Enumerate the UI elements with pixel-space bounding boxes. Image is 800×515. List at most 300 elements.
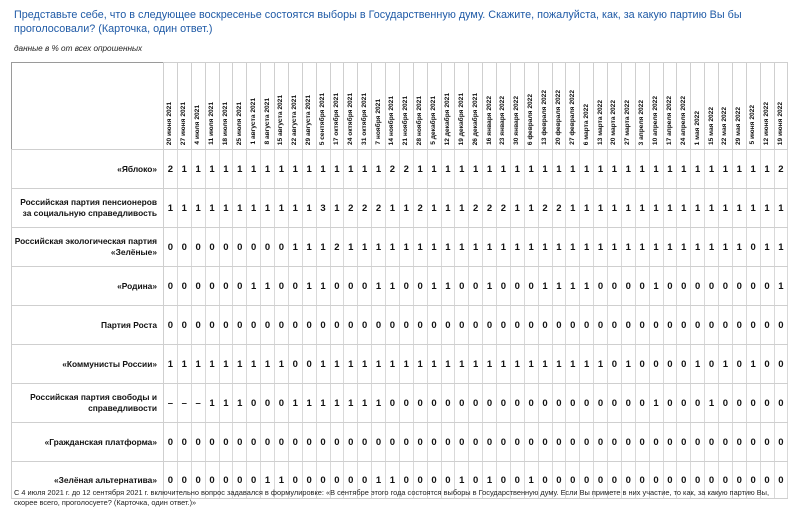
percent-cell: 0 (691, 306, 705, 345)
percent-cell: 0 (497, 384, 511, 423)
percent-cell: 0 (164, 306, 178, 345)
date-label: 5 июня 2022 (749, 105, 757, 145)
percent-cell: 0 (191, 306, 205, 345)
percent-cell: 1 (399, 228, 413, 267)
date-header (705, 63, 719, 150)
percent-cell: 0 (219, 423, 233, 462)
percent-cell: 0 (510, 384, 524, 423)
percent-cell: 0 (635, 384, 649, 423)
percent-cell: 0 (177, 267, 191, 306)
percent-cell: 1 (427, 150, 441, 189)
percent-cell: 0 (566, 423, 580, 462)
percent-cell: 1 (719, 150, 733, 189)
percent-cell: 0 (441, 462, 455, 499)
percent-cell: 0 (164, 462, 178, 499)
percent-cell: 0 (455, 267, 469, 306)
percent-cell: 0 (497, 462, 511, 499)
percent-cell: 1 (719, 228, 733, 267)
percent-cell: 1 (580, 267, 594, 306)
date-label: 26 декабря 2021 (471, 92, 479, 145)
percent-cell: 0 (635, 267, 649, 306)
percent-cell: 1 (510, 150, 524, 189)
percent-cell: 0 (608, 423, 622, 462)
percent-cell: 0 (677, 462, 691, 499)
date-label: 11 июля 2021 (208, 102, 216, 145)
percent-cell: 0 (177, 306, 191, 345)
percent-cell: 0 (677, 267, 691, 306)
percent-cell: 1 (594, 228, 608, 267)
percent-cell: 1 (372, 267, 386, 306)
percent-cell: 0 (247, 306, 261, 345)
date-header (386, 63, 400, 150)
percent-cell: 0 (510, 306, 524, 345)
percent-cell: 0 (164, 423, 178, 462)
percent-cell: 1 (594, 345, 608, 384)
party-name: «Яблоко» (12, 150, 164, 189)
date-header (719, 63, 733, 150)
date-label: 3 апреля 2022 (638, 99, 646, 145)
percent-cell: 1 (316, 384, 330, 423)
percent-cell: 1 (247, 267, 261, 306)
percent-cell: 0 (663, 306, 677, 345)
percent-cell: 1 (580, 345, 594, 384)
party-name: Российская партия свободы и справедливости (12, 384, 164, 423)
date-label: 25 июля 2021 (235, 101, 243, 145)
party-row (12, 150, 788, 189)
date-header (621, 63, 635, 150)
percent-cell: 1 (233, 345, 247, 384)
percent-cell: 1 (219, 189, 233, 228)
percent-cell: 0 (705, 345, 719, 384)
percent-cell: 0 (358, 423, 372, 462)
percent-cell: 1 (386, 267, 400, 306)
percent-cell: 0 (219, 306, 233, 345)
percent-cell: 0 (552, 384, 566, 423)
percent-cell: 0 (316, 462, 330, 499)
percent-cell: 1 (691, 228, 705, 267)
percent-cell: 1 (205, 189, 219, 228)
percent-cell: 0 (580, 306, 594, 345)
percent-cell: 0 (469, 267, 483, 306)
percent-cell: 2 (413, 189, 427, 228)
date-label: 15 августа 2021 (277, 94, 285, 145)
date-header (538, 63, 552, 150)
percent-cell: 0 (621, 384, 635, 423)
percent-cell: 1 (344, 228, 358, 267)
percent-cell: 1 (316, 228, 330, 267)
percent-cell: 1 (774, 189, 788, 228)
percent-cell: 0 (233, 306, 247, 345)
date-label: 21 ноября 2021 (402, 95, 410, 145)
date-header (372, 63, 386, 150)
percent-cell: 2 (386, 150, 400, 189)
percent-cell: 0 (205, 462, 219, 499)
date-label: 30 января 2022 (513, 96, 521, 145)
percent-cell: 0 (483, 423, 497, 462)
percent-cell: 1 (275, 345, 289, 384)
percent-cell: 1 (649, 267, 663, 306)
date-header (344, 63, 358, 150)
date-label: 1 мая 2022 (693, 110, 701, 145)
percent-cell: 1 (483, 267, 497, 306)
date-label: 19 декабря 2021 (457, 92, 465, 145)
percent-cell: 1 (608, 150, 622, 189)
percent-cell: 1 (621, 150, 635, 189)
date-label: 4 июля 2021 (194, 105, 202, 145)
percent-cell: 0 (372, 423, 386, 462)
date-header (275, 63, 289, 150)
percent-cell: 1 (691, 189, 705, 228)
percent-cell: – (191, 384, 205, 423)
percent-cell: 0 (705, 267, 719, 306)
date-header (330, 63, 344, 150)
percent-cell: 0 (288, 267, 302, 306)
percent-cell: 0 (635, 423, 649, 462)
date-label: 7 ноября 2021 (374, 99, 382, 145)
percent-cell: 1 (552, 228, 566, 267)
percent-cell: 0 (427, 306, 441, 345)
percent-cell: 0 (469, 384, 483, 423)
date-header (191, 63, 205, 150)
date-label: 28 ноября 2021 (416, 95, 424, 145)
percent-cell: 0 (455, 384, 469, 423)
percent-cell: 1 (469, 228, 483, 267)
percent-cell: 0 (774, 345, 788, 384)
percent-cell: 0 (774, 462, 788, 499)
percent-cell: 1 (538, 228, 552, 267)
percent-cell: 1 (538, 267, 552, 306)
date-header (608, 63, 622, 150)
percent-cell: 0 (247, 462, 261, 499)
percent-cell: 0 (288, 306, 302, 345)
percent-cell: 1 (580, 189, 594, 228)
percent-cell: 0 (649, 423, 663, 462)
percent-cell: 0 (205, 228, 219, 267)
percent-cell: 0 (427, 423, 441, 462)
percent-cell: 1 (247, 345, 261, 384)
percent-cell: 0 (441, 384, 455, 423)
percent-cell: 0 (413, 306, 427, 345)
date-header (497, 63, 511, 150)
percent-cell: 0 (594, 306, 608, 345)
percent-cell: 1 (302, 267, 316, 306)
percent-cell: 0 (469, 462, 483, 499)
percent-cell: 1 (344, 384, 358, 423)
percent-cell: 1 (219, 150, 233, 189)
percent-cell: 1 (566, 267, 580, 306)
percent-cell: 0 (441, 306, 455, 345)
percent-cell: 1 (275, 462, 289, 499)
percent-cell: 1 (608, 189, 622, 228)
percent-cell: 1 (691, 345, 705, 384)
percent-cell: 1 (760, 150, 774, 189)
date-header (649, 63, 663, 150)
percent-cell: 0 (677, 423, 691, 462)
percent-cell: 0 (302, 345, 316, 384)
percent-cell: 0 (510, 267, 524, 306)
percent-cell: 0 (219, 267, 233, 306)
percent-cell: 1 (302, 384, 316, 423)
percent-cell: 1 (302, 189, 316, 228)
party-name: «Коммунисты России» (12, 345, 164, 384)
percent-cell: 0 (649, 345, 663, 384)
percent-cell: 0 (497, 423, 511, 462)
percent-cell: 0 (233, 228, 247, 267)
date-header (677, 63, 691, 150)
percent-cell: 1 (205, 384, 219, 423)
percent-cell: 1 (774, 228, 788, 267)
percent-cell: 1 (372, 228, 386, 267)
percent-cell: 1 (316, 150, 330, 189)
date-header-row (12, 63, 788, 150)
percent-cell: 0 (413, 462, 427, 499)
percent-cell: 0 (483, 306, 497, 345)
date-header (635, 63, 649, 150)
percent-cell: 0 (288, 462, 302, 499)
percent-cell: 0 (302, 423, 316, 462)
percent-cell: 1 (732, 189, 746, 228)
percent-cell: 0 (719, 462, 733, 499)
date-label: 17 апреля 2022 (665, 95, 673, 145)
percent-cell: 1 (649, 150, 663, 189)
percent-cell: 0 (760, 384, 774, 423)
percent-cell: 1 (483, 345, 497, 384)
party-row (12, 423, 788, 462)
percent-cell: 0 (427, 384, 441, 423)
percent-cell: 2 (469, 189, 483, 228)
percent-cell: 1 (413, 228, 427, 267)
date-label: 29 мая 2022 (735, 107, 743, 145)
percent-cell: 0 (635, 345, 649, 384)
percent-cell: 1 (441, 228, 455, 267)
percent-cell: 0 (177, 423, 191, 462)
percent-cell: 0 (413, 384, 427, 423)
date-header (247, 63, 261, 150)
percent-cell: 0 (524, 267, 538, 306)
percent-cell: 1 (441, 150, 455, 189)
percent-cell: 0 (705, 462, 719, 499)
percent-cell: 1 (247, 150, 261, 189)
percent-cell: 0 (497, 306, 511, 345)
percent-cell: 0 (663, 462, 677, 499)
percent-cell: 0 (275, 306, 289, 345)
percent-cell: 0 (746, 267, 760, 306)
percent-cell: 1 (705, 189, 719, 228)
percent-cell: 1 (455, 345, 469, 384)
percent-cell: – (177, 384, 191, 423)
date-header (302, 63, 316, 150)
percent-cell: 1 (732, 228, 746, 267)
percent-cell: 0 (386, 384, 400, 423)
percent-cell: 1 (497, 228, 511, 267)
party-row (12, 228, 788, 267)
percent-cell: 1 (524, 150, 538, 189)
percent-cell: 1 (233, 189, 247, 228)
percent-cell: 0 (247, 423, 261, 462)
percent-cell: 0 (205, 267, 219, 306)
date-header (774, 63, 788, 150)
date-header (594, 63, 608, 150)
date-label: 6 марта 2022 (582, 103, 590, 145)
percent-cell: 1 (247, 189, 261, 228)
percent-cell: 0 (399, 267, 413, 306)
percent-cell: 1 (316, 267, 330, 306)
date-label: 13 марта 2022 (596, 100, 604, 145)
percent-cell: 1 (621, 189, 635, 228)
party-name: «Родина» (12, 267, 164, 306)
percent-cell: 1 (635, 150, 649, 189)
date-label: 17 октября 2021 (332, 93, 340, 145)
percent-cell: 1 (330, 384, 344, 423)
percent-cell: 0 (538, 306, 552, 345)
percent-cell: 0 (580, 384, 594, 423)
percent-cell: 0 (344, 423, 358, 462)
percent-cell: 0 (732, 384, 746, 423)
percent-cell: 0 (316, 306, 330, 345)
percent-cell: 0 (164, 267, 178, 306)
percent-cell: 0 (719, 267, 733, 306)
percent-cell: 1 (469, 345, 483, 384)
percent-cell: 1 (483, 150, 497, 189)
percent-cell: 0 (330, 462, 344, 499)
percent-cell: 0 (691, 462, 705, 499)
date-header (316, 63, 330, 150)
date-label: 8 августа 2021 (263, 98, 271, 145)
date-label: 24 октября 2021 (346, 93, 354, 145)
percent-cell: 0 (344, 267, 358, 306)
percent-cell: 0 (774, 306, 788, 345)
percent-cell: 0 (358, 267, 372, 306)
date-header (552, 63, 566, 150)
percent-cell: 0 (205, 423, 219, 462)
percent-cell: 0 (275, 267, 289, 306)
date-label: 31 октября 2021 (360, 93, 368, 145)
percent-cell: 1 (649, 384, 663, 423)
percent-cell: 1 (566, 345, 580, 384)
percent-cell: 0 (538, 423, 552, 462)
percent-cell: 0 (191, 267, 205, 306)
date-header (164, 63, 178, 150)
percent-cell: 0 (760, 306, 774, 345)
percent-cell: 0 (732, 267, 746, 306)
party-name: «Гражданская платформа» (12, 423, 164, 462)
percent-cell: 0 (746, 228, 760, 267)
percent-cell: 1 (497, 345, 511, 384)
percent-cell: 0 (233, 423, 247, 462)
percent-cell: 0 (191, 462, 205, 499)
percent-cell: 1 (580, 150, 594, 189)
percent-cell: 2 (358, 189, 372, 228)
date-label: 27 февраля 2022 (568, 90, 576, 145)
date-header (469, 63, 483, 150)
date-label: 12 декабря 2021 (443, 92, 451, 145)
percent-cell: 0 (191, 228, 205, 267)
percent-cell: 1 (386, 462, 400, 499)
percent-cell: 0 (399, 462, 413, 499)
percent-cell: 0 (580, 462, 594, 499)
percent-cell: 0 (746, 306, 760, 345)
percent-cell: 0 (746, 423, 760, 462)
percent-cell: 1 (566, 189, 580, 228)
percent-cell: 0 (497, 267, 511, 306)
percent-cell: 0 (524, 306, 538, 345)
percent-cell: 2 (774, 150, 788, 189)
percent-cell: 1 (427, 189, 441, 228)
percent-cell: 1 (233, 150, 247, 189)
percent-cell: 1 (261, 345, 275, 384)
percent-cell: 0 (621, 462, 635, 499)
percent-cell: 0 (275, 423, 289, 462)
percent-cell: 0 (691, 267, 705, 306)
percent-cell: 1 (566, 228, 580, 267)
percent-cell: 0 (732, 423, 746, 462)
percent-cell: 1 (732, 150, 746, 189)
date-header (580, 63, 594, 150)
date-header (760, 63, 774, 150)
percent-cell: 1 (330, 150, 344, 189)
date-label: 24 апреля 2022 (679, 95, 687, 145)
percent-cell: 0 (247, 228, 261, 267)
percent-cell: 1 (621, 228, 635, 267)
percent-cell: 1 (455, 150, 469, 189)
percent-cell: 0 (705, 306, 719, 345)
percent-cell: 0 (330, 267, 344, 306)
percent-cell: 1 (191, 150, 205, 189)
percent-cell: 1 (205, 150, 219, 189)
percent-cell: 0 (205, 306, 219, 345)
percent-cell: 1 (413, 150, 427, 189)
percent-cell: 1 (510, 345, 524, 384)
percent-cell: 0 (719, 384, 733, 423)
percent-cell: 0 (719, 423, 733, 462)
date-header (483, 63, 497, 150)
party-name: Партия Роста (12, 306, 164, 345)
date-label: 5 сентября 2021 (319, 92, 327, 145)
party-row (12, 345, 788, 384)
percent-cell: 0 (760, 345, 774, 384)
percent-cell: 1 (594, 189, 608, 228)
percent-cell: 0 (580, 423, 594, 462)
percent-cell: 1 (358, 150, 372, 189)
date-header (510, 63, 524, 150)
percent-cell: 0 (261, 306, 275, 345)
date-header (205, 63, 219, 150)
percent-cell: 0 (621, 267, 635, 306)
percent-cell: 1 (441, 189, 455, 228)
percent-cell: 0 (663, 345, 677, 384)
percent-cell: 0 (330, 423, 344, 462)
date-label: 29 августа 2021 (305, 94, 313, 145)
percent-cell: 0 (608, 345, 622, 384)
percent-cell: 1 (344, 150, 358, 189)
percent-cell: 0 (247, 384, 261, 423)
question-title: Представьте себе, что в следующее воскресенье состоятся выборы в Государственную думу. Скажите, пожалуйста, как, за какую партию Вы бы проголосовали? (Карточка, один ответ.) (14, 9, 742, 35)
date-header (399, 63, 413, 150)
date-header (288, 63, 302, 150)
percent-cell: 1 (524, 462, 538, 499)
date-label: 15 мая 2022 (707, 107, 715, 145)
date-header (261, 63, 275, 150)
percent-cell: 1 (191, 189, 205, 228)
poll-results-table (11, 62, 788, 499)
percent-cell: 1 (635, 228, 649, 267)
percent-cell: 1 (469, 150, 483, 189)
percent-cell: 0 (635, 306, 649, 345)
date-label: 5 декабря 2021 (430, 96, 438, 145)
percent-cell: 1 (386, 228, 400, 267)
percent-cell: 1 (455, 462, 469, 499)
percent-cell: 2 (344, 189, 358, 228)
